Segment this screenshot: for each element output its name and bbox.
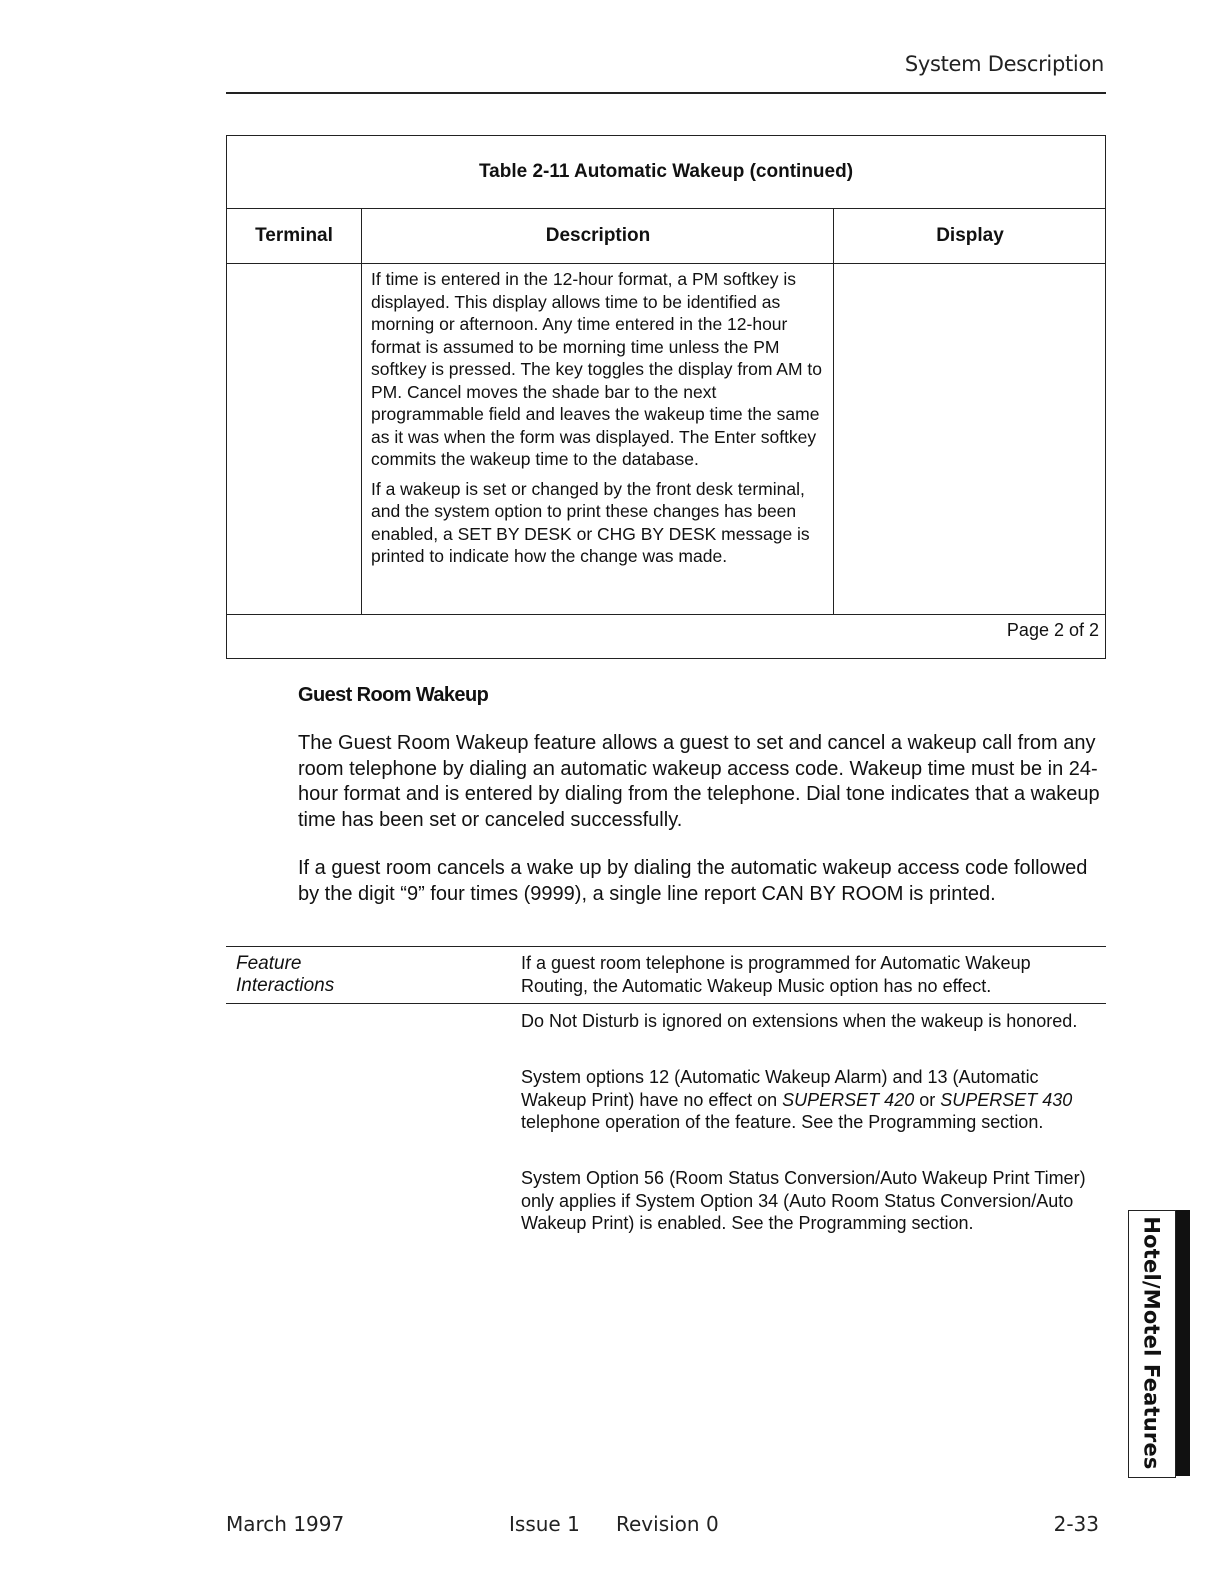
body-paragraph: The Guest Room Wakeup feature allows a guest to set and cancel a wakeup call from any room telephone by dialing an automatic wakeup access code. Wakeup time must be in 24-hour format and is entered by dialing from the telephone. Dial tone indicates that a wakeup time has been set or canceled successfully. <box>298 732 1100 831</box>
column-divider <box>361 264 362 614</box>
column-header-display: Display <box>833 209 1106 263</box>
table-row <box>227 264 1105 615</box>
table-caption: Table 2-11 Automatic Wakeup (continued) <box>227 136 1105 209</box>
footer-issue: Issue 1 <box>509 1512 580 1536</box>
interaction-item: System Option 56 (Room Status Conversion/Auto Wakeup Print Timer) only applies if System Option 34 (Auto Room Status Conversion/Auto Wakeup Print) is enabled. See the Programming section. <box>521 1168 1086 1233</box>
product-name: SUPERSET 430 <box>940 1089 1073 1110</box>
column-header-description: Description <box>361 209 834 263</box>
footer-date: March 1997 <box>226 1512 345 1536</box>
chapter-tab-bar <box>1176 1210 1190 1476</box>
table-page-indicator: Page 2 of 2 <box>1006 620 1099 640</box>
description-cell <box>371 268 827 575</box>
body-paragraph: If a guest room cancels a wake up by dialing the automatic wakeup access code followed by the digit “9” four times (9999), a single line report CAN BY ROOM is printed. <box>298 857 1088 905</box>
chapter-tab-label: Hotel/Motel Features <box>1140 1216 1165 1470</box>
interaction-item: Do Not Disturb is ignored on extensions when the wakeup is honored. <box>521 1011 1078 1031</box>
footer-page-number: 2-33 <box>1053 1512 1099 1536</box>
column-header-terminal: Terminal <box>255 225 333 246</box>
header-rule <box>226 92 1106 94</box>
feature-interactions-rule <box>226 946 1106 947</box>
column-divider <box>833 264 834 614</box>
automatic-wakeup-table <box>226 135 1106 659</box>
table-header-row <box>227 209 1105 264</box>
description-paragraph: If time is entered in the 12-hour format, a PM softkey is displayed. This display allows time to be identified as morning or afternoon. Any time entered in the 12-hour format is assumed to be morning time unless the PM softkey is pressed. The key toggles the display from AM to PM. Cancel moves the shade bar to the next programmable field and leaves the wakeup time the same as it was when the form was displayed. The Enter softkey commits the wakeup time to the database. <box>371 269 823 469</box>
interaction-item: System options 12 (Automatic Wakeup Alarm) and 13 (Automatic Wakeup Print) have no effect on SUPERSET 420 or SUPERSET 430 telephone operation of the feature. See the Programming section. <box>521 1067 1073 1132</box>
running-header: System Description <box>904 52 1104 76</box>
section-heading: Guest Room Wakeup <box>298 684 489 706</box>
description-paragraph: If a wakeup is set or changed by the front desk terminal, and the system option to print these changes has been enabled, a SET BY DESK or CHG BY DESK message is printed to indicate how the change was made. <box>371 478 810 566</box>
product-name: SUPERSET 420 <box>782 1089 915 1110</box>
footer-revision: Revision 0 <box>616 1512 719 1536</box>
chapter-tab <box>1128 1210 1190 1476</box>
interaction-item: If a guest room telephone is programmed for Automatic Wakeup Routing, the Automatic Wakeup Music option has no effect. <box>521 953 1031 996</box>
feature-interactions-label: Feature Interactions <box>236 953 335 996</box>
feature-interactions-divider <box>226 1003 1106 1004</box>
